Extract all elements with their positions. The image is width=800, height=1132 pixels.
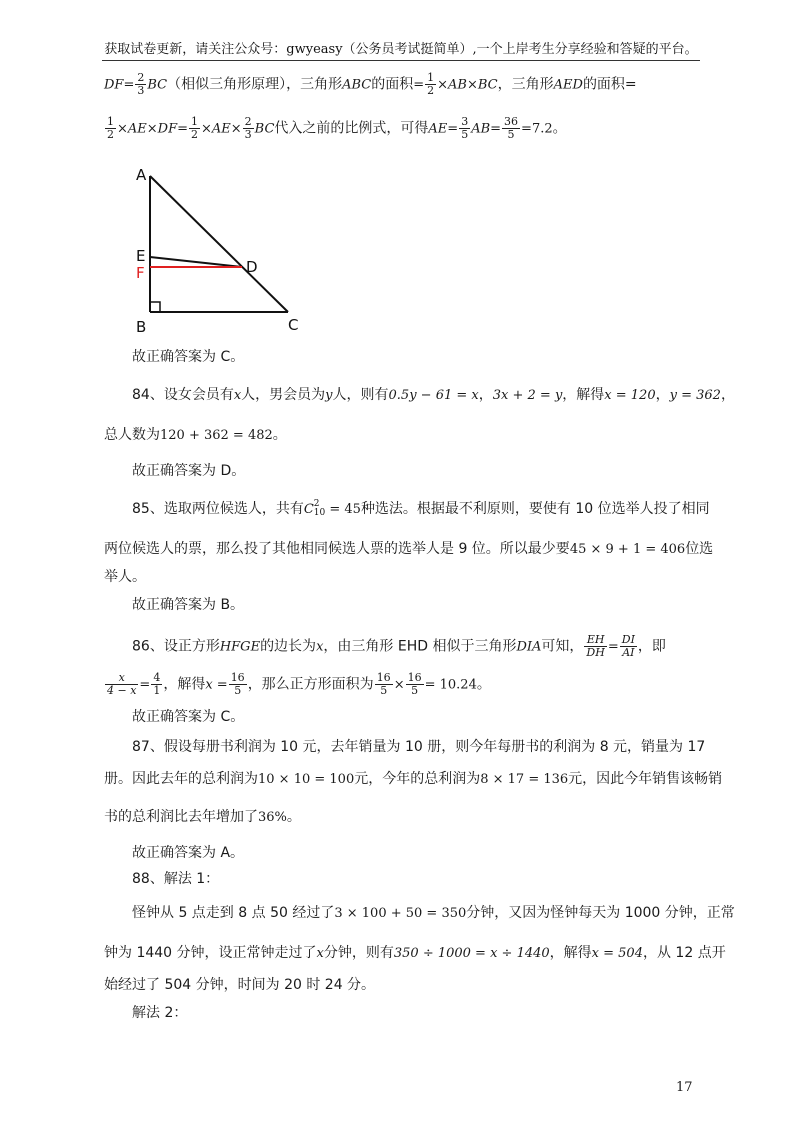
math-equation: 45 × 9 + 1 = 406 [569, 542, 686, 557]
numerator: DI [621, 633, 635, 646]
fraction-1-2 [425, 72, 436, 97]
text: 。 [272, 427, 287, 443]
label-a: A [136, 166, 147, 184]
fraction-3-5 [459, 116, 470, 141]
superscript: 2 [313, 499, 320, 509]
text: 。 [552, 120, 567, 137]
subscript: 10 [313, 508, 326, 518]
numerator: 1 [107, 115, 114, 128]
q86-answer: 故正确答案为 C。 [132, 709, 245, 725]
math-times: × [393, 677, 405, 693]
q83-line-1 [104, 72, 704, 97]
math-ae-df: ×AE×DF= [117, 121, 188, 137]
text: 两位候选人的票，那么投了其他相同候选人票的选举人是 9 位。所以最少要 [104, 541, 570, 557]
q85-line-2 [104, 538, 714, 561]
fraction-16-5 [229, 672, 247, 697]
text: 分钟，又因为怪钟每天为 1000 分钟，正常 [466, 905, 735, 921]
denominator: DH [586, 646, 605, 659]
math-equation: x = 120 [604, 388, 656, 403]
q86-line-1 [132, 634, 732, 659]
label-d: D [246, 258, 258, 276]
math-result: = 10.24 [424, 677, 477, 693]
q87-line-2 [104, 768, 723, 791]
fraction-x-4mx [105, 672, 138, 697]
text: 总人数为 [104, 427, 160, 443]
segment-ed [150, 257, 242, 267]
text: 。 [476, 676, 491, 693]
fraction-2-3 [135, 72, 146, 97]
q85-answer: 故正确答案为 B。 [132, 597, 245, 613]
text: 册。因此去年的总利润为 [104, 771, 258, 787]
math-bc: BC [147, 77, 168, 93]
math-equation: = 45 [325, 502, 361, 517]
text: 84、设女会员有 [132, 387, 234, 403]
q87-line-1: 87、假设每册书利润为 10 元，去年销量为 10 册，则今年每册书的利润为 8 元，销量为 17 [132, 739, 706, 755]
denominator: 2 [191, 128, 198, 141]
text: ， [655, 387, 670, 403]
numerator: 2 [137, 71, 145, 84]
math-equation: y = 362 [669, 388, 721, 403]
math-hfge: HFGE [219, 639, 261, 655]
denominator: 2 [427, 84, 435, 97]
fraction-16-5 [406, 672, 424, 697]
math-equation: 3x + 2 = y [492, 388, 563, 403]
q88-line-2 [104, 942, 726, 965]
label-b: B [136, 318, 147, 336]
fraction-4-1 [151, 672, 162, 697]
math-x-eq: x = [205, 677, 228, 693]
fraction-eh-dh [584, 634, 606, 659]
math-ae: ×AE× [201, 121, 242, 137]
math-percent: 36% [258, 810, 287, 825]
q88-method-2: 解法 2： [132, 1005, 188, 1021]
numerator: 36 [504, 115, 519, 128]
page-header: 获取试卷更新，请关注公众号：gwyeasy（公务员考试挺简单）,一个上岸考生分享经验和答疑的平台。 [104, 42, 698, 57]
text: 86、设正方形 [132, 638, 220, 655]
math-x: x [316, 639, 324, 655]
denominator: 5 [461, 128, 469, 141]
math-ae-eq: AE= [428, 121, 459, 137]
text: 分钟，则有 [323, 945, 394, 961]
text: 的面积= [582, 76, 637, 93]
denominator: 1 [153, 684, 161, 697]
q85-line-3: 举人。 [104, 569, 146, 585]
text: 元，因此今年销售该畅销 [568, 771, 723, 787]
numerator: EH [584, 634, 606, 647]
math-eq: = [607, 639, 619, 655]
denominator: 5 [234, 684, 242, 697]
text: 钟为 1440 分钟，设正常钟走过了 [104, 945, 317, 961]
math-equation: 10 × 10 = 100 [258, 772, 355, 787]
text: 书的总利润比去年增加了 [104, 809, 258, 825]
text: ，解得 [562, 387, 605, 403]
q84-answer: 故正确答案为 D。 [132, 463, 246, 479]
fraction-1-2 [105, 116, 116, 141]
label-e: E [136, 247, 146, 265]
text: ，由三角形 EHD 相似于三角形 [323, 638, 517, 655]
triangle-figure [130, 160, 310, 340]
text: 85、选取两位候选人，共有 [132, 501, 304, 517]
text: ，解得 [163, 676, 206, 693]
text: 人，男会员为 [241, 387, 326, 403]
q84-line-1 [132, 384, 735, 407]
text: 人，则有 [332, 387, 389, 403]
denominator: 3 [244, 128, 252, 141]
label-c: C [288, 316, 299, 334]
page-number: 17 [676, 1080, 693, 1095]
fraction-di-ai [620, 634, 637, 659]
text: ，解得 [549, 945, 592, 961]
fraction-1-2 [189, 116, 200, 141]
text: ，从 12 点开 [642, 945, 726, 961]
numerator: 16 [407, 671, 422, 684]
denominator: 2 [107, 128, 114, 141]
q87-line-3 [104, 806, 704, 829]
text: ， [720, 387, 735, 403]
numerator: 3 [461, 115, 469, 128]
math-eq: = [123, 77, 135, 93]
q85-line-1 [132, 498, 732, 521]
numerator: 2 [244, 115, 252, 128]
numerator: 4 [153, 671, 161, 684]
math-ab-bc: ×AB×BC [437, 77, 498, 93]
text: 种选法。根据最不利原则，要使有 10 位选举人投了相同 [360, 501, 710, 517]
math-equation: x = 504 [591, 946, 643, 961]
text: 位选 [685, 541, 714, 557]
q86-line-2 [104, 672, 704, 697]
text: ，那么正方形面积为 [247, 676, 374, 693]
text: 。 [286, 809, 301, 825]
math-x: x [233, 388, 242, 403]
q88-title: 88、解法 1： [132, 871, 220, 887]
math-equation: 0.5y − 61 = x [388, 388, 479, 403]
math-y: y [325, 388, 333, 403]
denominator: 5 [411, 684, 419, 697]
q88-line-1 [132, 902, 735, 925]
fraction-36-5 [502, 116, 520, 141]
text: ，三角形 [497, 76, 554, 93]
text: 的边长为 [260, 638, 317, 655]
text: ，即 [637, 638, 666, 655]
denominator: 5 [380, 684, 388, 697]
label-f: F [136, 264, 145, 282]
math-abc: ABC [342, 77, 372, 93]
math-df: DF [104, 77, 124, 93]
numerator: 16 [376, 671, 391, 684]
math-eq: = [413, 77, 425, 93]
math-ab-eq: AB= [471, 121, 502, 137]
math-equation: 3 × 100 + 50 = 350 [334, 906, 467, 921]
denominator: 4 − x [107, 684, 137, 697]
text: 的面积 [371, 76, 414, 93]
q88-line-3: 始经过了 504 分钟，时间为 20 时 24 分。 [104, 977, 376, 993]
q83-line-2 [104, 116, 704, 141]
math-equation: 120 + 362 = 482 [160, 428, 273, 443]
q84-line-2 [104, 424, 704, 447]
math-aed: AED [553, 77, 583, 93]
text: 可知， [541, 638, 584, 655]
fraction-2-3 [243, 116, 254, 141]
denominator: 3 [137, 84, 145, 97]
numerator: 16 [230, 671, 245, 684]
text: 怪钟从 5 点走到 8 点 50 经过了 [132, 905, 335, 921]
fraction-16-5 [375, 672, 393, 697]
q87-answer: 故正确答案为 A。 [132, 845, 245, 861]
text: 代入之前的比例式，可得 [274, 120, 429, 137]
math-result: =7.2 [521, 121, 553, 137]
text: ， [478, 387, 493, 403]
numerator: x [105, 672, 138, 685]
math-equation: 8 × 17 = 136 [480, 772, 569, 787]
header-rule [102, 60, 700, 61]
numerator: 1 [191, 115, 198, 128]
math-combination: C [303, 502, 314, 517]
text: 元，今年的总利润为 [354, 771, 481, 787]
denominator: 5 [507, 128, 515, 141]
math-bc: BC [254, 121, 275, 137]
combination-indices [314, 500, 325, 518]
math-x: x [316, 946, 324, 961]
math-equation: 350 ÷ 1000 = x ÷ 1440 [393, 946, 550, 961]
math-eq: = [139, 677, 151, 693]
math-dia: DIA [516, 639, 542, 655]
segment-ac [150, 176, 288, 312]
denominator: AI [622, 646, 635, 659]
right-angle-mark [150, 302, 160, 312]
q83-answer: 故正确答案为 C。 [132, 349, 245, 365]
numerator: 1 [427, 71, 435, 84]
text: （相似三角形原理），三角形 [167, 76, 343, 93]
